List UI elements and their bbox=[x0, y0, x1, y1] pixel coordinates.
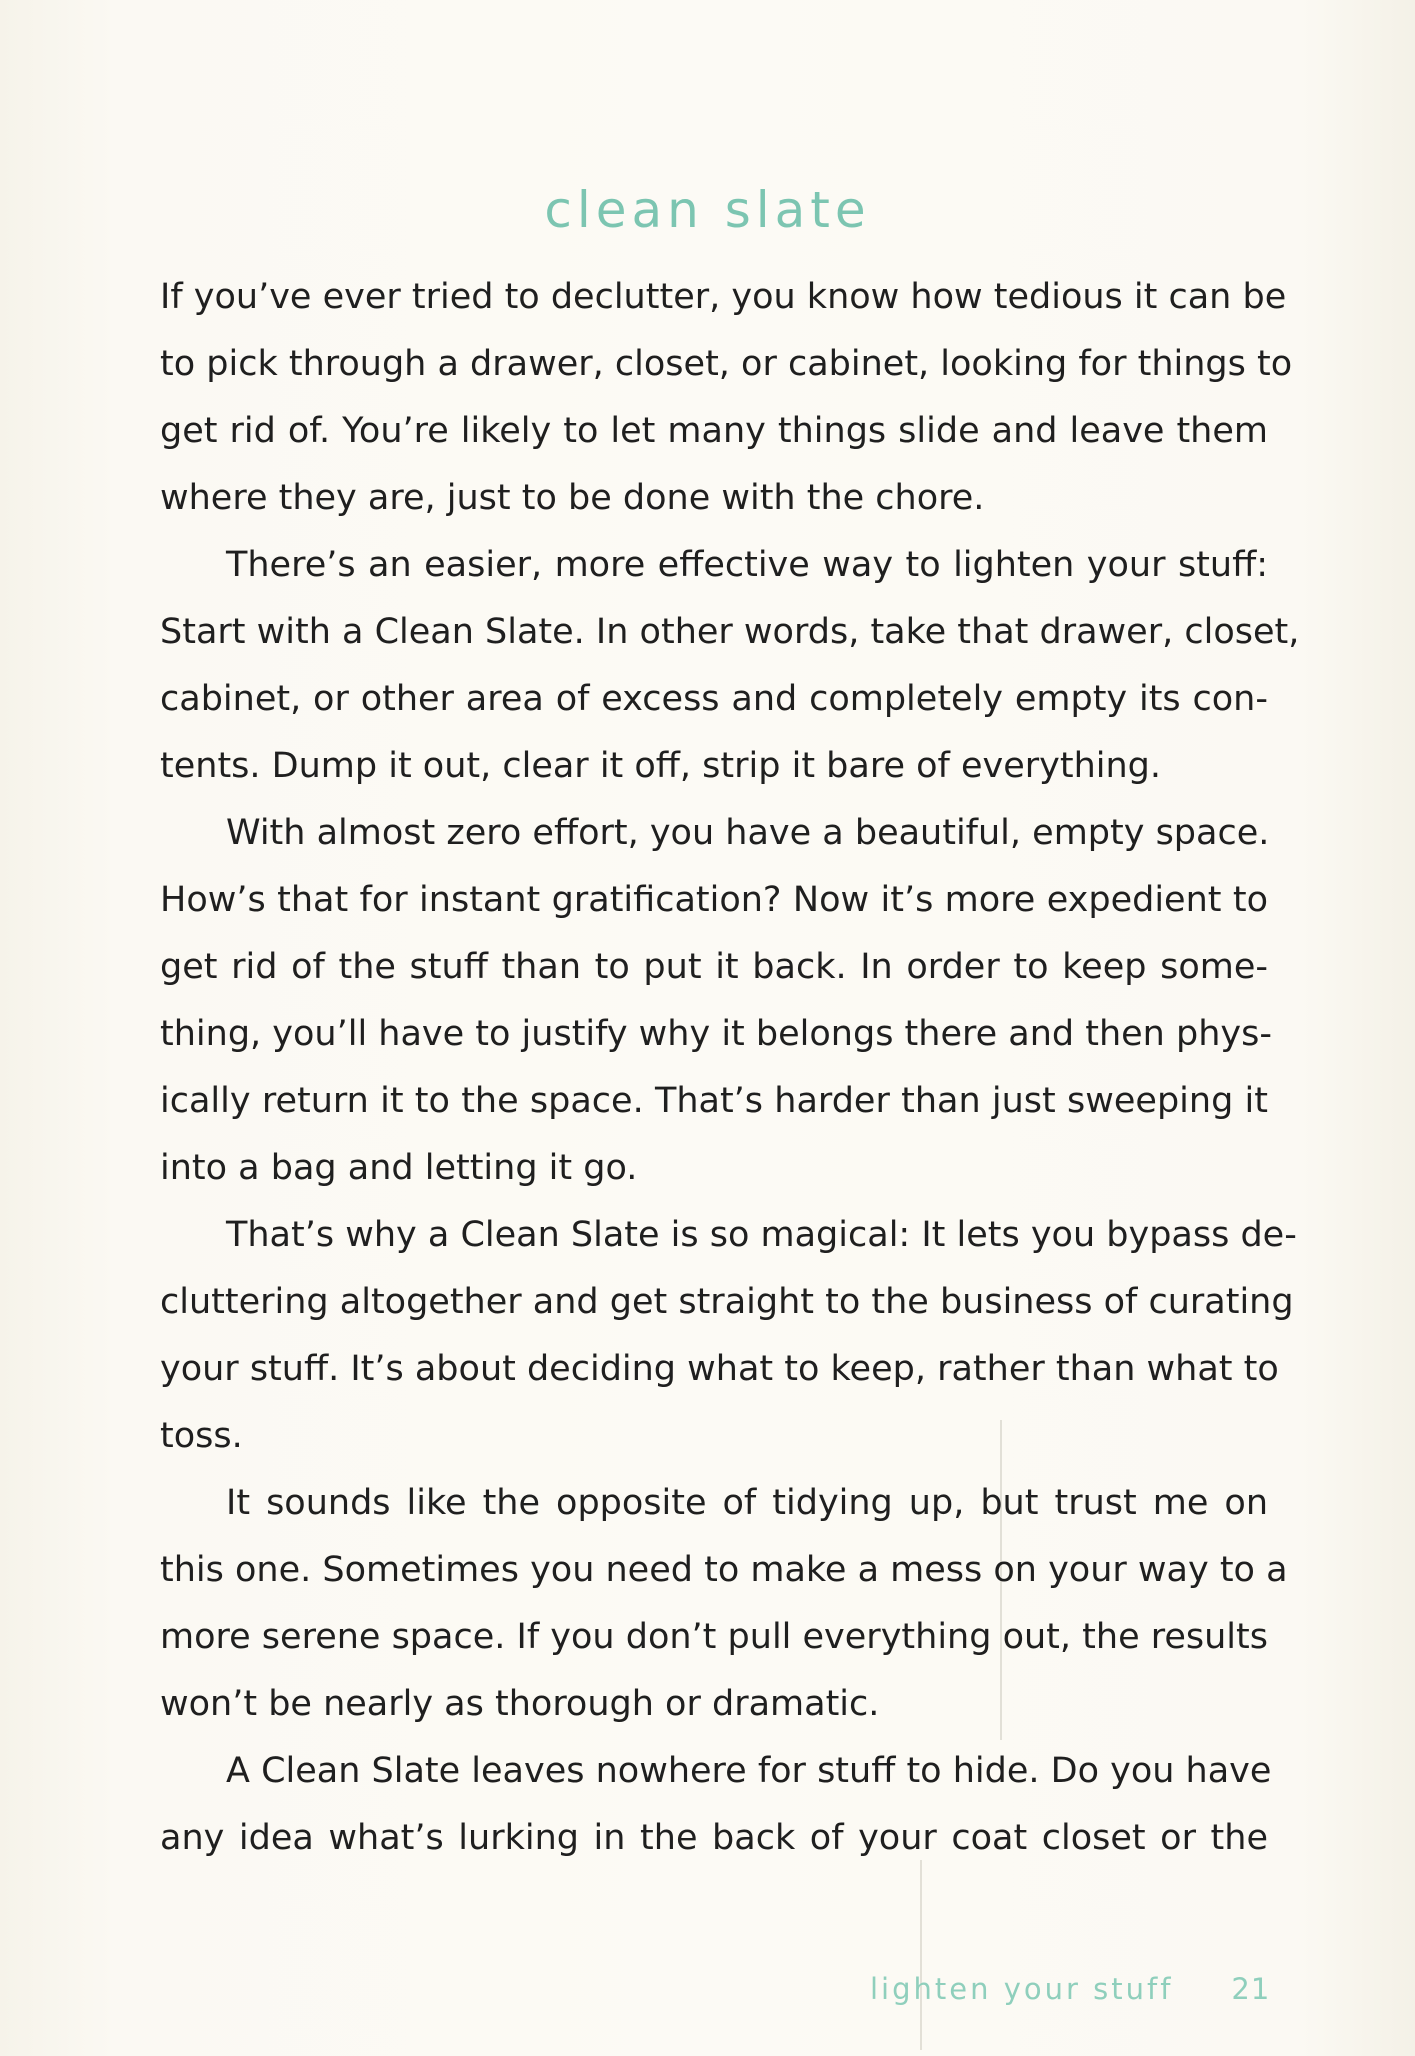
page-crease-mark-lower bbox=[920, 1860, 922, 2050]
section-title: clean slate bbox=[544, 181, 871, 239]
text-line: There’s an easier, more effective way to lighten your stuff: bbox=[226, 545, 1268, 585]
text-line: ically return it to the space. That’s harder than just sweeping it bbox=[160, 1081, 1268, 1121]
text-line: where they are, just to be done with the chore. bbox=[160, 478, 985, 518]
running-head: lighten your stuff bbox=[870, 1972, 1174, 2006]
text-line: tents. Dump it out, clear it off, strip it bare of everything. bbox=[160, 746, 1162, 786]
text-line: more serene space. If you don’t pull everything out, the results bbox=[160, 1617, 1268, 1657]
text-line: this one. Sometimes you need to make a mess on your way to a bbox=[160, 1550, 1288, 1590]
text-line: With almost zero effort, you have a beautiful, empty space. bbox=[226, 813, 1270, 853]
text-line: get rid of. You’re likely to let many things slide and leave them bbox=[160, 411, 1268, 451]
text-line: cluttering altogether and get straight to the business of curating bbox=[160, 1282, 1294, 1322]
text-line: thing, you’ll have to justify why it belongs there and then phys- bbox=[160, 1014, 1272, 1054]
page-footer bbox=[870, 1972, 1270, 2006]
text-line: get rid of the stuff than to put it back. In order to keep some- bbox=[160, 947, 1268, 987]
text-line: into a bag and letting it go. bbox=[160, 1148, 638, 1188]
text-line: to pick through a drawer, closet, or cabinet, looking for things to bbox=[160, 344, 1293, 384]
text-line: cabinet, or other area of excess and completely empty its con- bbox=[160, 679, 1268, 719]
text-line: If you’ve ever tried to declutter, you know how tedious it can be bbox=[160, 277, 1287, 317]
text-line: It sounds like the opposite of tidying up, but trust me on bbox=[226, 1483, 1268, 1523]
text-line: your stuff. It’s about deciding what to keep, rather than what to bbox=[160, 1349, 1279, 1389]
text-line: toss. bbox=[160, 1416, 243, 1456]
text-line: How’s that for instant gratification? Now it’s more expedient to bbox=[160, 880, 1268, 920]
body-text bbox=[160, 264, 1300, 1872]
text-line: any idea what’s lurking in the back of your coat closet or the bbox=[160, 1818, 1268, 1858]
text-line: That’s why a Clean Slate is so magical: It lets you bypass de- bbox=[226, 1215, 1297, 1255]
text-line: won’t be nearly as thorough or dramatic. bbox=[160, 1684, 880, 1724]
text-line: Start with a Clean Slate. In other words, take that drawer, closet, bbox=[160, 612, 1300, 652]
text-line: A Clean Slate leaves nowhere for stuff to hide. Do you have bbox=[226, 1751, 1272, 1791]
page-number: 21 bbox=[1231, 1972, 1271, 2006]
